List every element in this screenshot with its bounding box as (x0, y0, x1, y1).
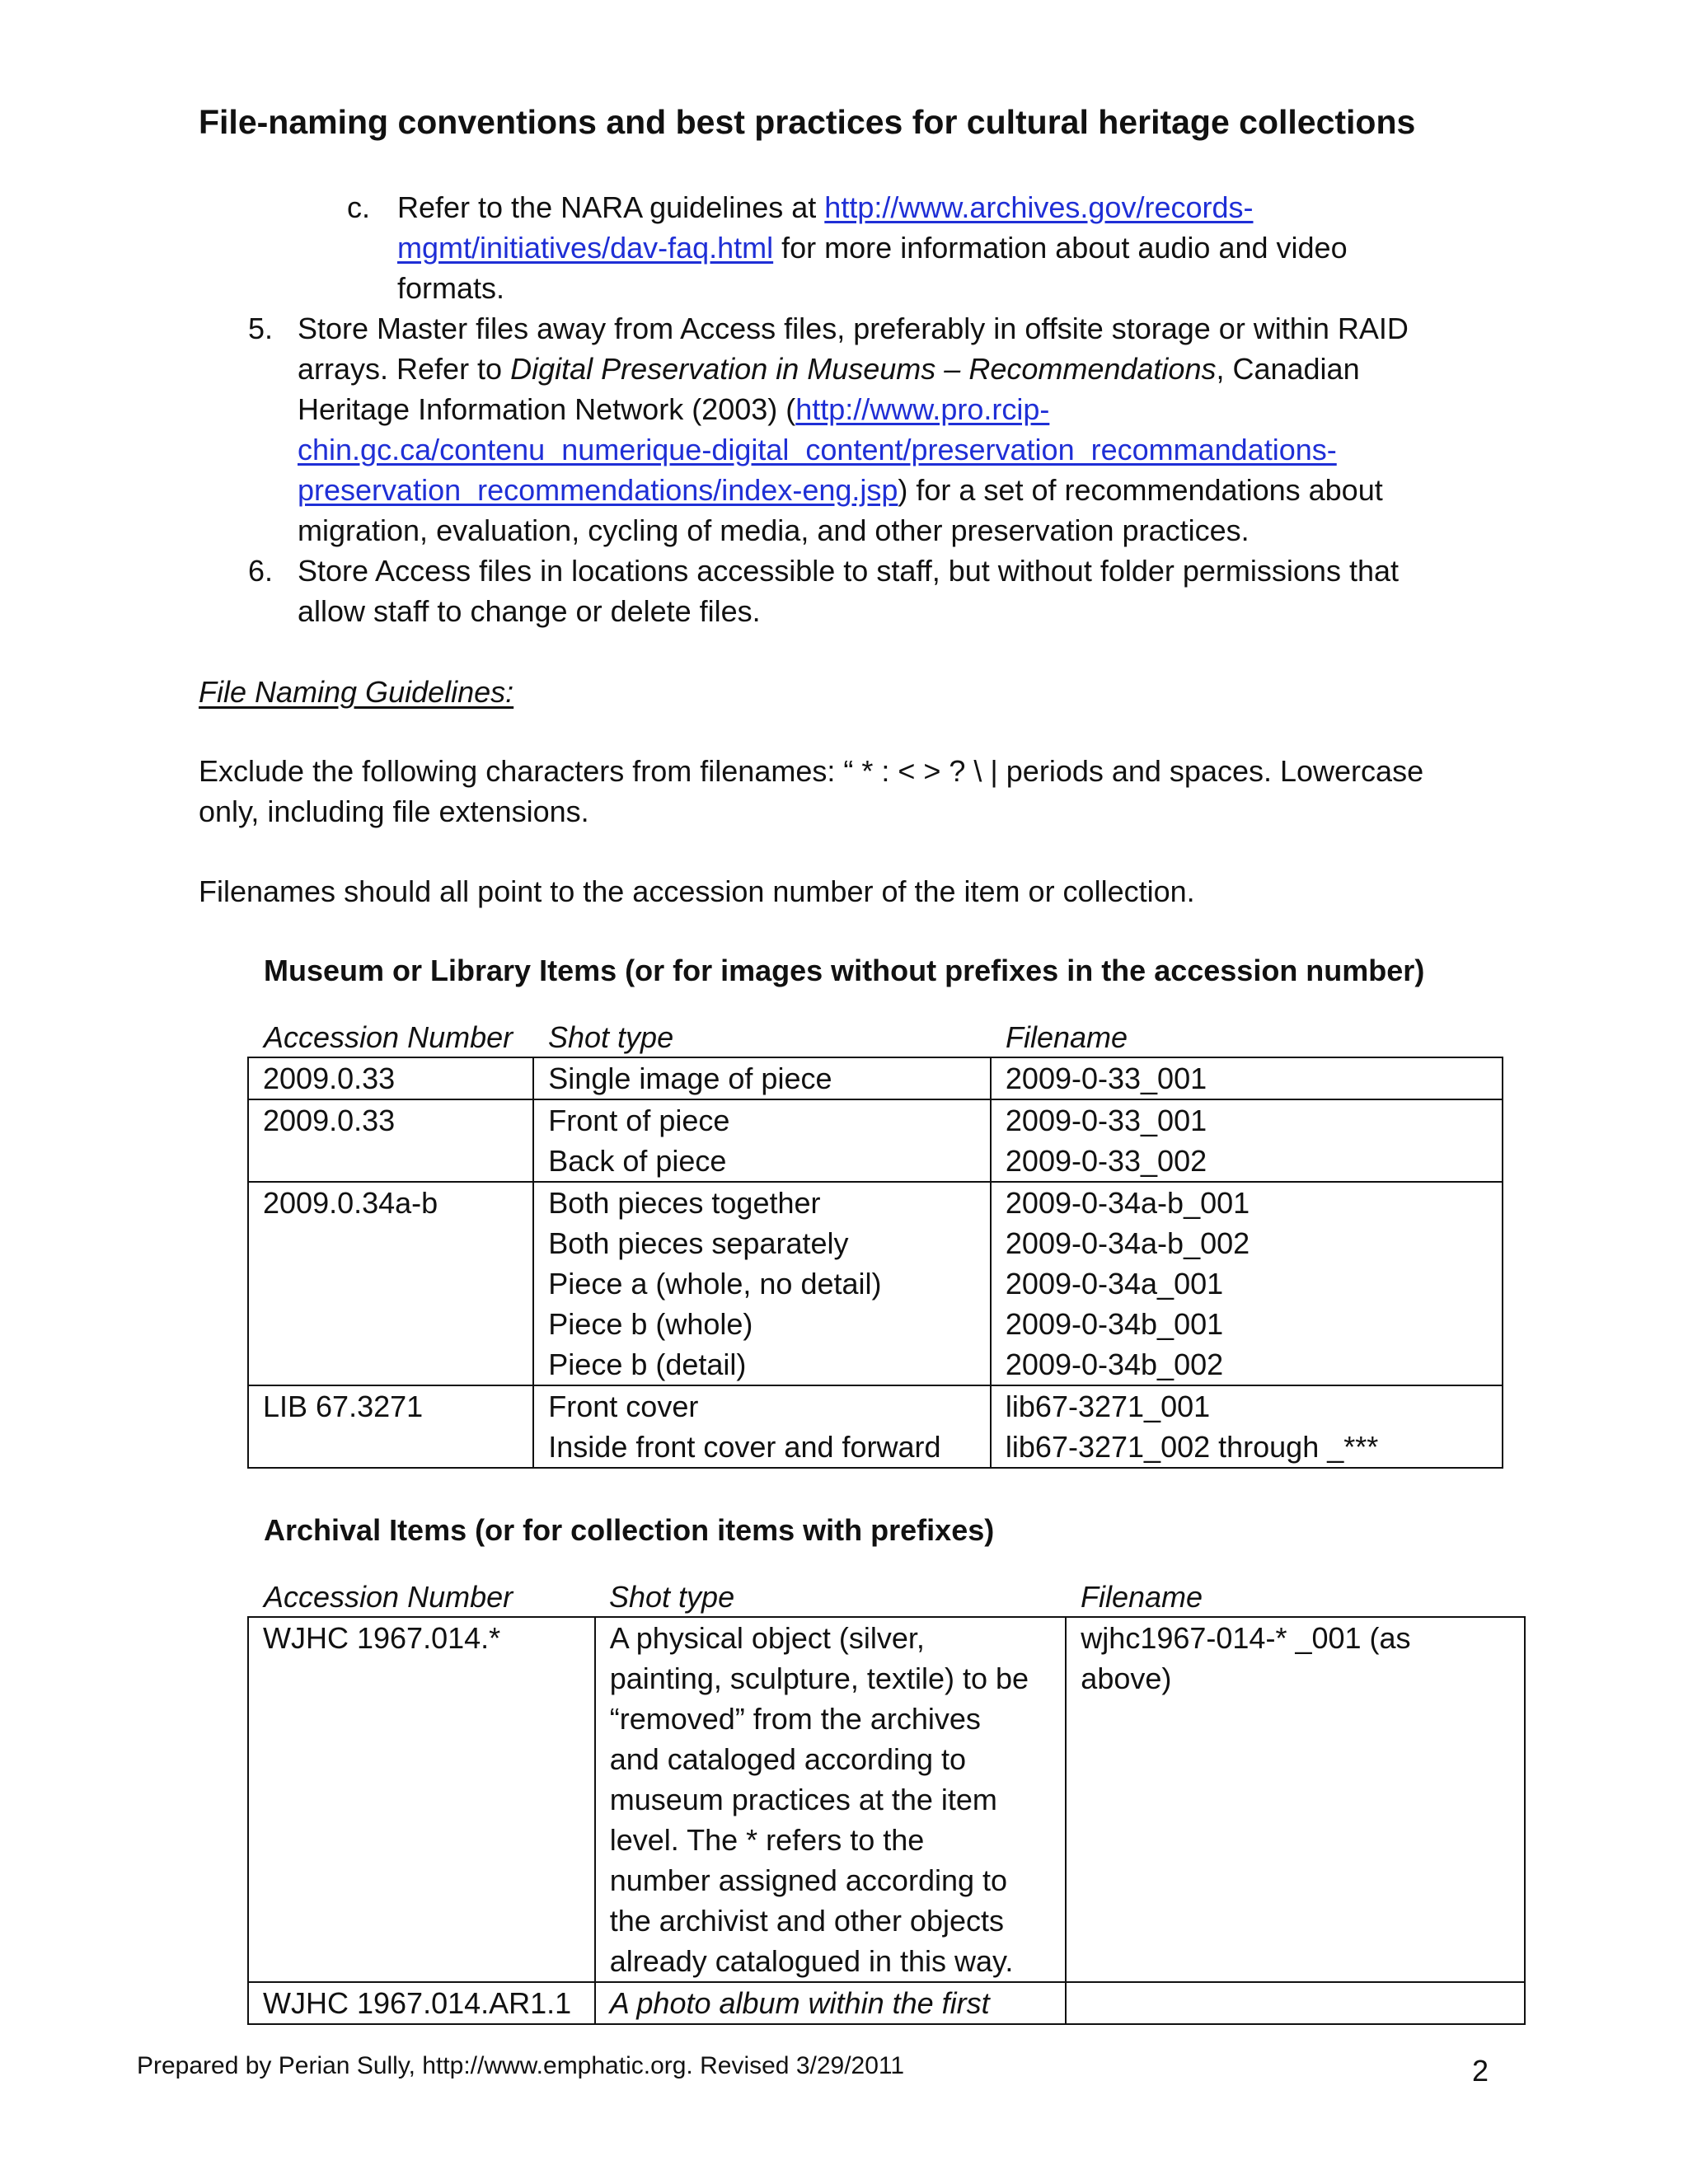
filename-cell (991, 1099, 1503, 1182)
shot-type: level. The * refers to the (609, 1823, 925, 1857)
shot-type: Front cover (548, 1390, 699, 1423)
chin-link[interactable]: http://www.pro.rcip- (795, 392, 1050, 426)
guidelines-paragraph-1-line-1: Exclude the following characters from filenames: “ * : < > ? \ | periods and spaces. Lowercase (199, 754, 1424, 788)
list-marker-c: c. (347, 190, 371, 224)
archival-table-heading: Archival Items (or for collection items with prefixes) (264, 1513, 995, 1547)
filename-cell (991, 1385, 1503, 1468)
list-item-c-text: for more information about audio and video (773, 231, 1348, 265)
list-item-5-text: , Canadian (1216, 352, 1360, 386)
shot-type: number assigned according to (609, 1863, 1008, 1897)
list-item-5-line-1: Store Master files away from Access files, preferably in offsite storage or within RAID (298, 312, 1409, 345)
chin-link-continued[interactable]: chin.gc.ca/contenu_numerique-digital_content/preservation_recommandations- (298, 433, 1337, 466)
filename-cell (991, 1182, 1503, 1385)
shot-type-cell (595, 1617, 1067, 1982)
list-item-c-line-3: formats. (397, 271, 505, 305)
shot-type-cell (533, 1057, 991, 1099)
chin-link-end[interactable]: preservation_recommendations/index-eng.jsp (298, 473, 898, 507)
filename: 2009-0-34a-b_002 (1005, 1226, 1250, 1260)
filename-cell (991, 1057, 1503, 1099)
accession-number: WJHC 1967.014.* (263, 1621, 501, 1655)
accession-cell (248, 1385, 533, 1468)
nara-link-continued[interactable]: mgmt/initiatives/dav-faq.html (397, 231, 774, 265)
document-title: File-naming conventions and best practices for cultural heritage collections (199, 103, 1416, 141)
shot-type: A physical object (silver, (609, 1621, 925, 1655)
archival-col-shot-type: Shot type (609, 1580, 735, 1614)
filename-cell (1066, 1617, 1525, 1982)
museum-col-filename: Filename (1006, 1020, 1128, 1054)
guidelines-heading: File Naming Guidelines: (199, 675, 514, 709)
shot-type: already catalogued in this way. (609, 1944, 1014, 1978)
list-item-5-line-6: migration, evaluation, cycling of media, and other preservation practices. (298, 513, 1250, 547)
accession-cell (248, 1617, 595, 1982)
list-item-c-line-1 (397, 187, 1254, 227)
shot-type: painting, sculpture, textile) to be (609, 1661, 1029, 1695)
list-item-6-line-1: Store Access files in locations accessible to staff, but without folder permissions that (298, 554, 1399, 588)
shot-type-cell (595, 1982, 1067, 2024)
accession-cell (248, 1982, 595, 2024)
shot-type: Back of piece (548, 1144, 727, 1178)
shot-type: the archivist and other objects (609, 1904, 1004, 1938)
museum-col-accession: Accession Number (264, 1020, 513, 1054)
table-row (248, 1182, 1503, 1385)
shot-type: and cataloged according to (609, 1742, 967, 1776)
list-item-5-line-2 (298, 349, 1360, 389)
museum-table-heading: Museum or Library Items (or for images without prefixes in the accession number) (264, 954, 1425, 987)
table-row (248, 1385, 1503, 1468)
accession-cell (248, 1182, 533, 1385)
filename: wjhc1967-014-* _001 (as (1081, 1621, 1411, 1655)
filename: lib67-3271_002 through _*** (1005, 1430, 1379, 1464)
shot-type-cell (533, 1099, 991, 1182)
list-item-c-text: Refer to the NARA guidelines at (397, 190, 825, 224)
list-item-c-line-2 (397, 227, 1348, 268)
footer-text: Prepared by Perian Sully, http://www.emphatic.org. Revised 3/29/2011 (137, 2052, 905, 2079)
shot-type: Inside front cover and forward (548, 1430, 941, 1464)
list-item-5-line-4 (298, 429, 1337, 470)
filename: above) (1081, 1661, 1172, 1695)
shot-type: Both pieces separately (548, 1226, 849, 1260)
list-item-6-line-2: allow staff to change or delete files. (298, 594, 761, 628)
shot-type: Single image of piece (548, 1062, 832, 1095)
filename: 2009-0-33_001 (1005, 1062, 1207, 1095)
table-row (248, 1617, 1525, 1982)
filename: 2009-0-34b_001 (1005, 1307, 1224, 1341)
guidelines-paragraph-1-line-2: only, including file extensions. (199, 794, 589, 828)
table-row (248, 1982, 1525, 2024)
shot-type: museum practices at the item (609, 1783, 997, 1816)
filename: 2009-0-34a-b_001 (1005, 1186, 1250, 1220)
filename: 2009-0-34a_001 (1005, 1267, 1224, 1301)
table-row (248, 1099, 1503, 1182)
shot-type: “removed” from the archives (609, 1702, 981, 1736)
accession-number: 2009.0.34a-b (263, 1186, 438, 1220)
accession-cell (248, 1057, 533, 1099)
filename: 2009-0-33_002 (1005, 1144, 1207, 1178)
page-number: 2 (1472, 2054, 1489, 2088)
accession-number: 2009.0.33 (263, 1062, 396, 1095)
accession-number: WJHC 1967.014.AR1.1 (263, 1986, 572, 2020)
table-row (248, 1057, 1503, 1099)
archival-col-filename: Filename (1081, 1580, 1203, 1614)
list-item-5-text: ) for a set of recommendations about (898, 473, 1383, 507)
nara-link[interactable]: http://www.archives.gov/records- (824, 190, 1254, 224)
shot-type: Piece b (whole) (548, 1307, 753, 1341)
list-item-5-text: arrays. Refer to (298, 352, 511, 386)
archival-items-table (247, 1616, 1526, 2025)
filename: 2009-0-33_001 (1005, 1104, 1207, 1137)
shot-type: Piece a (whole, no detail) (548, 1267, 882, 1301)
shot-type: A photo album within the first (609, 1986, 990, 2020)
archival-col-accession: Accession Number (264, 1580, 513, 1614)
shot-type-cell (533, 1182, 991, 1385)
accession-number: 2009.0.33 (263, 1104, 396, 1137)
list-item-5-text: Heritage Information Network (2003) ( (298, 392, 796, 426)
shot-type-cell (533, 1385, 991, 1468)
shot-type: Front of piece (548, 1104, 730, 1137)
museum-col-shot-type: Shot type (548, 1020, 674, 1054)
accession-number: LIB 67.3271 (263, 1390, 424, 1423)
filename: lib67-3271_001 (1005, 1390, 1211, 1423)
filename: 2009-0-34b_002 (1005, 1347, 1224, 1381)
filename-empty (1081, 1983, 1524, 2023)
filename-cell (1066, 1982, 1525, 2024)
shot-type: Piece b (detail) (548, 1347, 747, 1381)
shot-type: Both pieces together (548, 1186, 821, 1220)
list-item-5-line-3 (298, 389, 1049, 429)
guidelines-paragraph-2: Filenames should all point to the accession number of the item or collection. (199, 874, 1195, 908)
accession-cell (248, 1099, 533, 1182)
museum-items-table (247, 1057, 1503, 1469)
list-item-5-line-5 (298, 470, 1383, 510)
list-marker-5: 5. (248, 312, 274, 345)
list-marker-6: 6. (248, 554, 274, 588)
publication-title: Digital Preservation in Museums – Recommendations (510, 352, 1217, 386)
